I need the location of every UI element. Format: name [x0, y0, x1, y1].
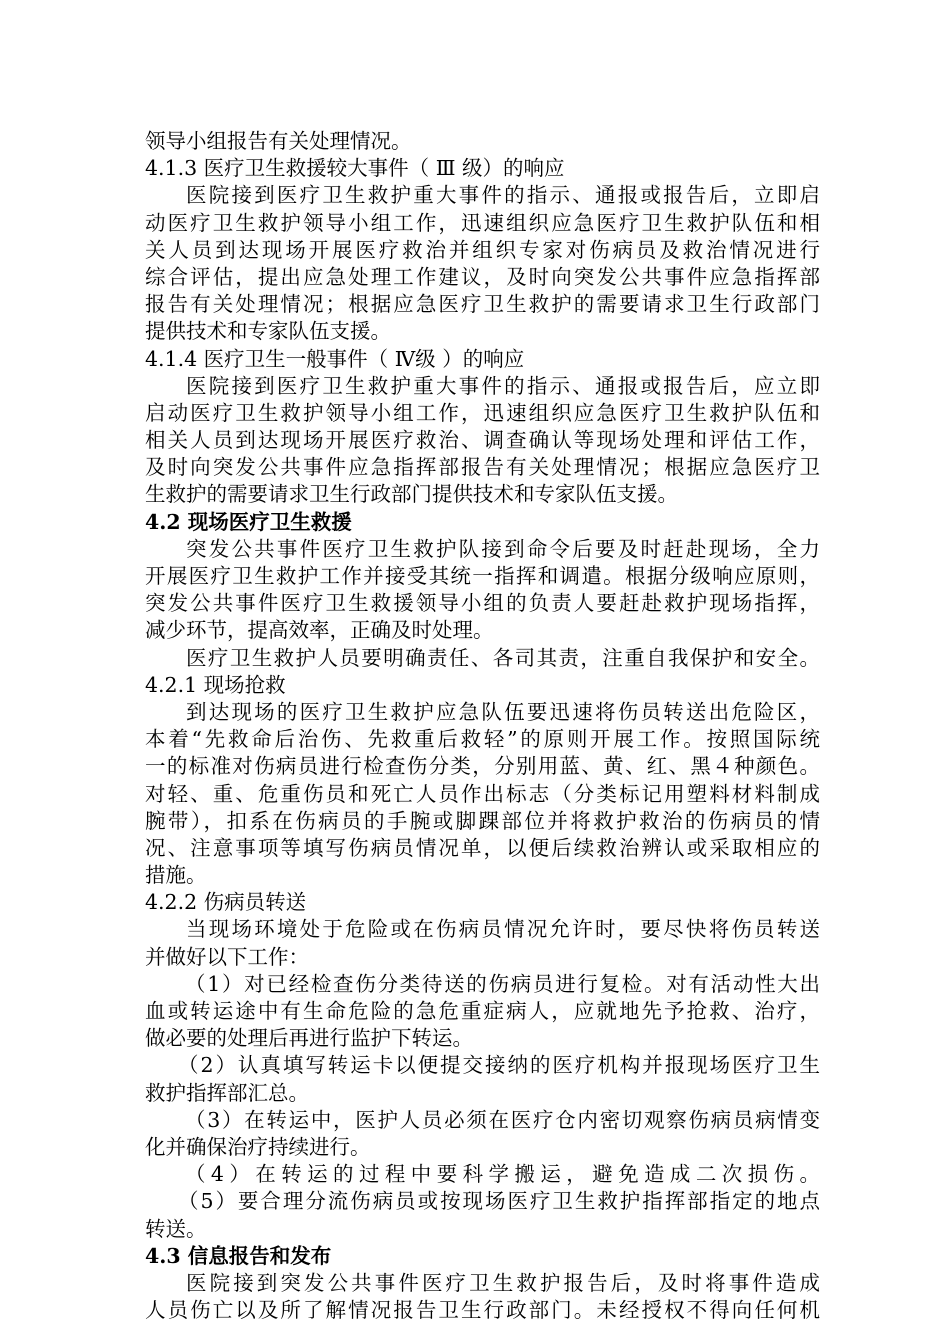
body-text-line: 腕带），扣系在伤病员的手腕或脚踝部位并将救护救治的伤病员的情 [145, 808, 820, 833]
document-page [145, 128, 820, 1324]
body-text-line: 领导小组报告有关处理情况。 [145, 129, 412, 153]
paragraph-first-line: 医院接到医疗卫生救护重大事件的指示、通报或报告后，应立即 [186, 373, 820, 398]
paragraph-first-line: 到达现场的医疗卫生救护应急队伍要迅速将伤员转送出危险区， [186, 699, 820, 724]
paragraph-first-line: 突发公共事件医疗卫生救护队接到命令后要及时赶赴现场，全力 [186, 536, 820, 561]
body-text-line: 突发公共事件医疗卫生救援领导小组的负责人要赶赴救护现场指挥， [145, 591, 820, 616]
list-item-line: （2）认真填写转运卡以便提交接纳的医疗机构并报现场医疗卫生 [178, 1053, 820, 1078]
body-text-line: 开展医疗卫生救护工作并接受其统一指挥和调遣。根据分级响应原则， [145, 564, 820, 588]
body-text-line: 转送。 [145, 1216, 207, 1241]
body-text-line: 人员伤亡以及所了解情况报告卫生行政部门。未经授权不得向任何机 [145, 1298, 820, 1323]
body-text-line: 措施。 [145, 863, 207, 888]
body-text-line: 对轻、重、危重伤员和死亡人员作出标志（分类标记用塑料材料制成 [145, 781, 820, 806]
body-text-line: 报告有关处理情况；根据应急医疗卫生救护的需要请求卫生行政部门 [145, 292, 820, 317]
paragraph-first-line: 医院接到医疗卫生救护重大事件的指示、通报或报告后，立即启 [186, 183, 820, 208]
list-item-line: （4）在转运的过程中要科学搬运，避免造成二次损伤。 [185, 1162, 820, 1187]
subsection-heading: 4.1.3 医疗卫生救援较大事件（ Ⅲ 级）的响应 [145, 156, 565, 181]
body-text-line: 相关人员到达现场开展医疗救治、调查确认等现场处理和评估工作， [145, 428, 820, 453]
subsection-heading: 4.2.2 伤病员转送 [145, 890, 307, 915]
body-text-line: 及时向突发公共事件应急指挥部报告有关处理情况；根据应急医疗卫 [145, 455, 820, 480]
body-text-line: 关人员到达现场开展医疗救治并组织专家对伤病员及救治情况进行 [145, 237, 820, 262]
list-item-line: （1）对已经检查伤分类待送的伤病员进行复检。对有活动性大出 [185, 971, 820, 996]
body-text-line: 减少环节，提高效率，正确及时处理。 [145, 618, 494, 643]
list-item-line: （3）在转运中，医护人员必须在医疗仓内密切观察伤病员病情变 [185, 1107, 820, 1132]
paragraph-first-line: 当现场环境处于危险或在伤病员情况允许时，要尽快将伤员转送 [186, 917, 820, 942]
paragraph-first-line: 医疗卫生救护人员要明确责任、各司其责，注重自我保护和安全。 [186, 645, 820, 670]
list-item-line: （5）要合理分流伤病员或按现场医疗卫生救护指挥部指定的地点 [178, 1189, 820, 1214]
body-text-line: 综合评估，提出应急处理工作建议，及时向突发公共事件应急指挥部 [145, 264, 820, 289]
body-text-line: 启动医疗卫生救护领导小组工作，迅速组织应急医疗卫生救护队伍和 [145, 400, 820, 425]
section-heading: 4.2 现场医疗卫生救援 [145, 509, 352, 534]
body-text-line: 况、注意事项等填写伤病员情况单，以便后续救治辨认或采取相应的 [145, 835, 820, 860]
body-text-line: 本着“先救命后治伤、先救重后救轻”的原则开展工作。按照国际统 [145, 727, 820, 752]
section-heading: 4.3 信息报告和发布 [145, 1243, 332, 1268]
body-text-line: 救护指挥部汇总。 [145, 1080, 309, 1105]
paragraph-first-line: 医院接到突发公共事件医疗卫生救护报告后，及时将事件造成 [186, 1270, 820, 1295]
body-text-line: 一的标准对伤病员进行检查伤分类，分别用蓝、黄、红、黑４种颜色。 [145, 754, 820, 779]
body-text-line: 生救护的需要请求卫生行政部门提供技术和专家队伍支援。 [145, 482, 678, 507]
body-text-line: 血或转运途中有生命危险的急危重症病人，应就地先予抢救、治疗， [145, 999, 820, 1023]
body-text-line: 动医疗卫生救护领导小组工作，迅速组织应急医疗卫生救护队伍和相 [145, 210, 820, 235]
body-text-line: 做必要的处理后再进行监护下转运。 [145, 1026, 473, 1051]
subsection-heading: 4.2.1 现场抢救 [145, 672, 286, 697]
body-text-line: 并做好以下工作： [145, 944, 309, 969]
body-text-line: 提供技术和专家队伍支援。 [145, 319, 391, 344]
body-text-line: 化并确保治疗持续进行。 [145, 1134, 371, 1159]
subsection-heading: 4.1.4 医疗卫生一般事件（ Ⅳ级 ）的响应 [145, 346, 525, 371]
